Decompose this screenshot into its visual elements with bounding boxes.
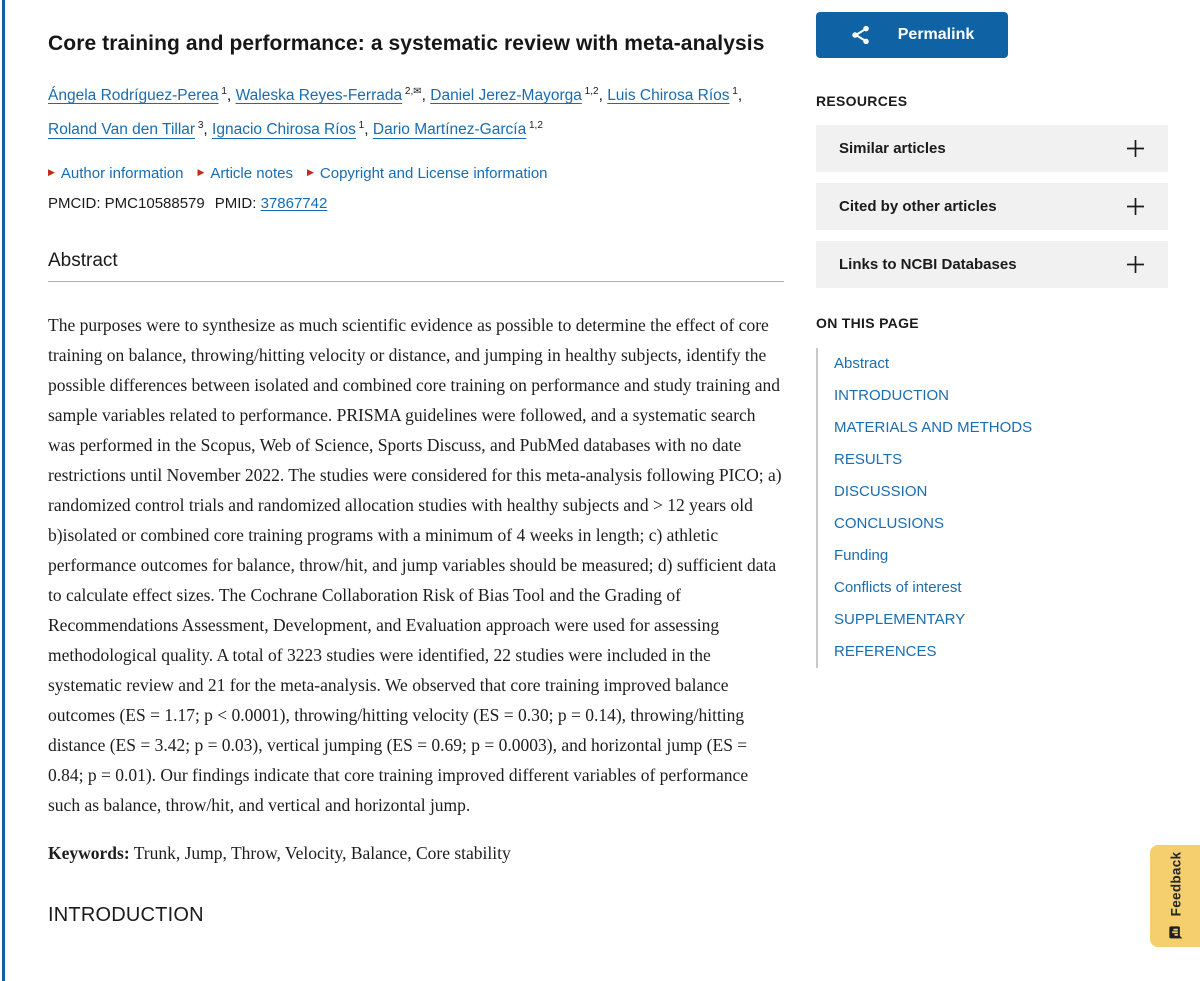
triangle-bullet-icon: ▶ bbox=[306, 166, 314, 177]
accordion-links-to-ncbi-databases[interactable] bbox=[816, 241, 1168, 288]
disclosure-label: Copyright and License information bbox=[319, 164, 548, 182]
abstract-heading: Abstract bbox=[48, 249, 118, 271]
resources-accordion-list bbox=[816, 125, 1168, 288]
toc-link-funding[interactable]: Funding bbox=[834, 547, 889, 564]
toc-link-abstract[interactable]: Abstract bbox=[834, 355, 890, 372]
toc-link-results[interactable]: RESULTS bbox=[834, 451, 903, 468]
author-link-ignacio-chirosa-r-os[interactable]: Ignacio Chirosa Ríos bbox=[212, 121, 356, 139]
introduction-heading: INTRODUCTION bbox=[48, 903, 204, 926]
author-link-daniel-jerez-mayorga[interactable]: Daniel Jerez-Mayorga bbox=[430, 87, 582, 105]
accordion-label: Links to NCBI Databases bbox=[839, 256, 1017, 273]
keywords-line bbox=[48, 838, 784, 868]
toc-link-introduction[interactable]: INTRODUCTION bbox=[834, 387, 949, 404]
plus-expand-icon bbox=[1126, 255, 1145, 274]
on-this-page-heading: ON THIS PAGE bbox=[816, 315, 919, 331]
abstract-text: The purposes were to synthesize as much scientific evidence as possible to determine the effect of core training on balance, throwing/hitting velocity or distance, and jumping in healthy subjects, identify the possible differences between isolated and combined core training on performance and study training and sample variables related to performance. PRISMA guidelines were followed, and a systematic search was performed in the Scopus, Web of Science, Sports Discuss, and PubMed databases with no date restrictions until November 2022. The studies were considered for this meta-analysis following PICO; a) randomized control trials and randomized allocation studies with healthy subjects and > 12 years old b)isolated or combined core training programs with a minimum of 4 weeks in length; c) athletic performance outcomes for balance, throw/hit, and jump variables should be measured; d) sufficient data to calculate effect sizes. The Cochrane Collaboration Risk of Bias Tool and the Grading of Recommendations Assessment, Development, and Evaluation approach were used for assessing methodological quality. A total of 3223 studies were identified, 22 studies were included in the systematic review and 21 for the meta-analysis. We observed that core training improved balance outcomes (ES = 1.17; p < 0.0001), throwing/hitting velocity (ES = 0.30; p = 0.14), throwing/hitting distance (ES = 3.42; p = 0.03), vertical jumping (ES = 0.69; p = 0.0003), and horizontal jump (ES = 0.84; p = 0.01). Our findings indicate that core training improved different variables of performance such as balance, throw/hit, and vertical and horizontal jump. bbox=[48, 314, 782, 815]
feedback-survey-icon bbox=[1167, 924, 1183, 940]
feedback-label: Feedback bbox=[1167, 851, 1183, 917]
toc-link-references[interactable]: REFERENCES bbox=[834, 643, 937, 660]
pmcid-label: PMCID: bbox=[48, 194, 101, 212]
accordion-label: Similar articles bbox=[839, 140, 946, 157]
toc-link-conclusions[interactable]: CONCLUSIONS bbox=[834, 515, 945, 532]
permalink-label: Permalink bbox=[897, 26, 975, 43]
author-superscript: 2,✉ bbox=[402, 86, 422, 98]
author-link-luis-chirosa-r-os[interactable]: Luis Chirosa Ríos bbox=[607, 87, 730, 105]
accordion-similar-articles[interactable] bbox=[816, 125, 1168, 172]
article-title: Core training and performance: a systematic review with meta-analysis bbox=[48, 32, 765, 55]
toc-link-conflicts-of-interest[interactable]: Conflicts of interest bbox=[834, 579, 962, 596]
toc-link-discussion[interactable]: DISCUSSION bbox=[834, 483, 928, 500]
share-icon bbox=[850, 24, 872, 46]
author-list: Ángela Rodríguez-Perea $^1$, Waleska Reyes-Ferrada $^{2,✉}$, Daniel Jerez-Mayorga $^{1,2}$, Luis Chirosa Ríos $^1$, Roland Van den Tillar $^3$, Ignacio Chirosa Ríos $^1$, Dario Martínez-García $^{1,2}$ bbox=[48, 86, 743, 139]
disclosure-links bbox=[48, 165, 784, 182]
keywords-text: Trunk, Jump, Throw, Velocity, Balance, Core stability bbox=[133, 842, 511, 863]
author-superscript: 1 bbox=[355, 120, 365, 132]
author-link-roland-van-den-tillar[interactable]: Roland Van den Tillar bbox=[48, 121, 196, 139]
disclosure-label: Author information bbox=[60, 164, 184, 182]
author-superscript: 1 bbox=[729, 86, 738, 98]
accordion-label: Cited by other articles bbox=[839, 198, 997, 215]
feedback-button[interactable] bbox=[1150, 845, 1200, 947]
author-superscript: 1 bbox=[218, 86, 227, 98]
author-link-waleska-reyes-ferrada[interactable]: Waleska Reyes-Ferrada bbox=[235, 87, 403, 105]
article-ids bbox=[48, 195, 784, 212]
disclosure-link-author-information[interactable] bbox=[48, 165, 184, 182]
pmcid-value: PMC10588579 bbox=[104, 194, 205, 212]
triangle-bullet-icon: ▶ bbox=[48, 166, 55, 177]
resources-heading: RESOURCES bbox=[816, 93, 908, 109]
author-link-ngela-rodr-guez-perea[interactable]: Ángela Rodríguez-Perea bbox=[48, 87, 219, 105]
author-link-dario-mart-nez-garc-a[interactable]: Dario Martínez-García bbox=[372, 121, 527, 139]
toc-link-supplementary[interactable]: SUPPLEMENTARY bbox=[834, 611, 966, 628]
abstract-divider bbox=[48, 281, 784, 282]
toc-link-materials-and-methods[interactable]: MATERIALS AND METHODS bbox=[834, 419, 1033, 436]
plus-expand-icon bbox=[1126, 139, 1145, 158]
on-this-page-nav bbox=[816, 348, 1168, 668]
disclosure-label: Article notes bbox=[210, 164, 293, 182]
left-edge-accent-bar bbox=[2, 0, 5, 981]
accordion-cited-by-other-articles[interactable] bbox=[816, 183, 1168, 230]
author-superscript: 1,2 bbox=[581, 86, 599, 98]
pmid-label: PMID: bbox=[214, 194, 257, 212]
plus-expand-icon bbox=[1126, 197, 1145, 216]
author-superscript: 1,2 bbox=[526, 120, 543, 132]
permalink-button[interactable] bbox=[816, 12, 1008, 58]
keywords-label: Keywords: bbox=[48, 842, 130, 863]
disclosure-link-article-notes[interactable] bbox=[198, 165, 293, 182]
pmid-link[interactable]: 37867742 bbox=[260, 194, 328, 212]
author-superscript: 3 bbox=[195, 120, 204, 132]
feedback-tab-content bbox=[1167, 852, 1183, 941]
disclosure-link-copyright-and-license-information[interactable] bbox=[307, 165, 548, 182]
article-main bbox=[48, 0, 784, 927]
triangle-bullet-icon: ▶ bbox=[197, 166, 205, 177]
right-sidebar bbox=[816, 0, 1168, 668]
